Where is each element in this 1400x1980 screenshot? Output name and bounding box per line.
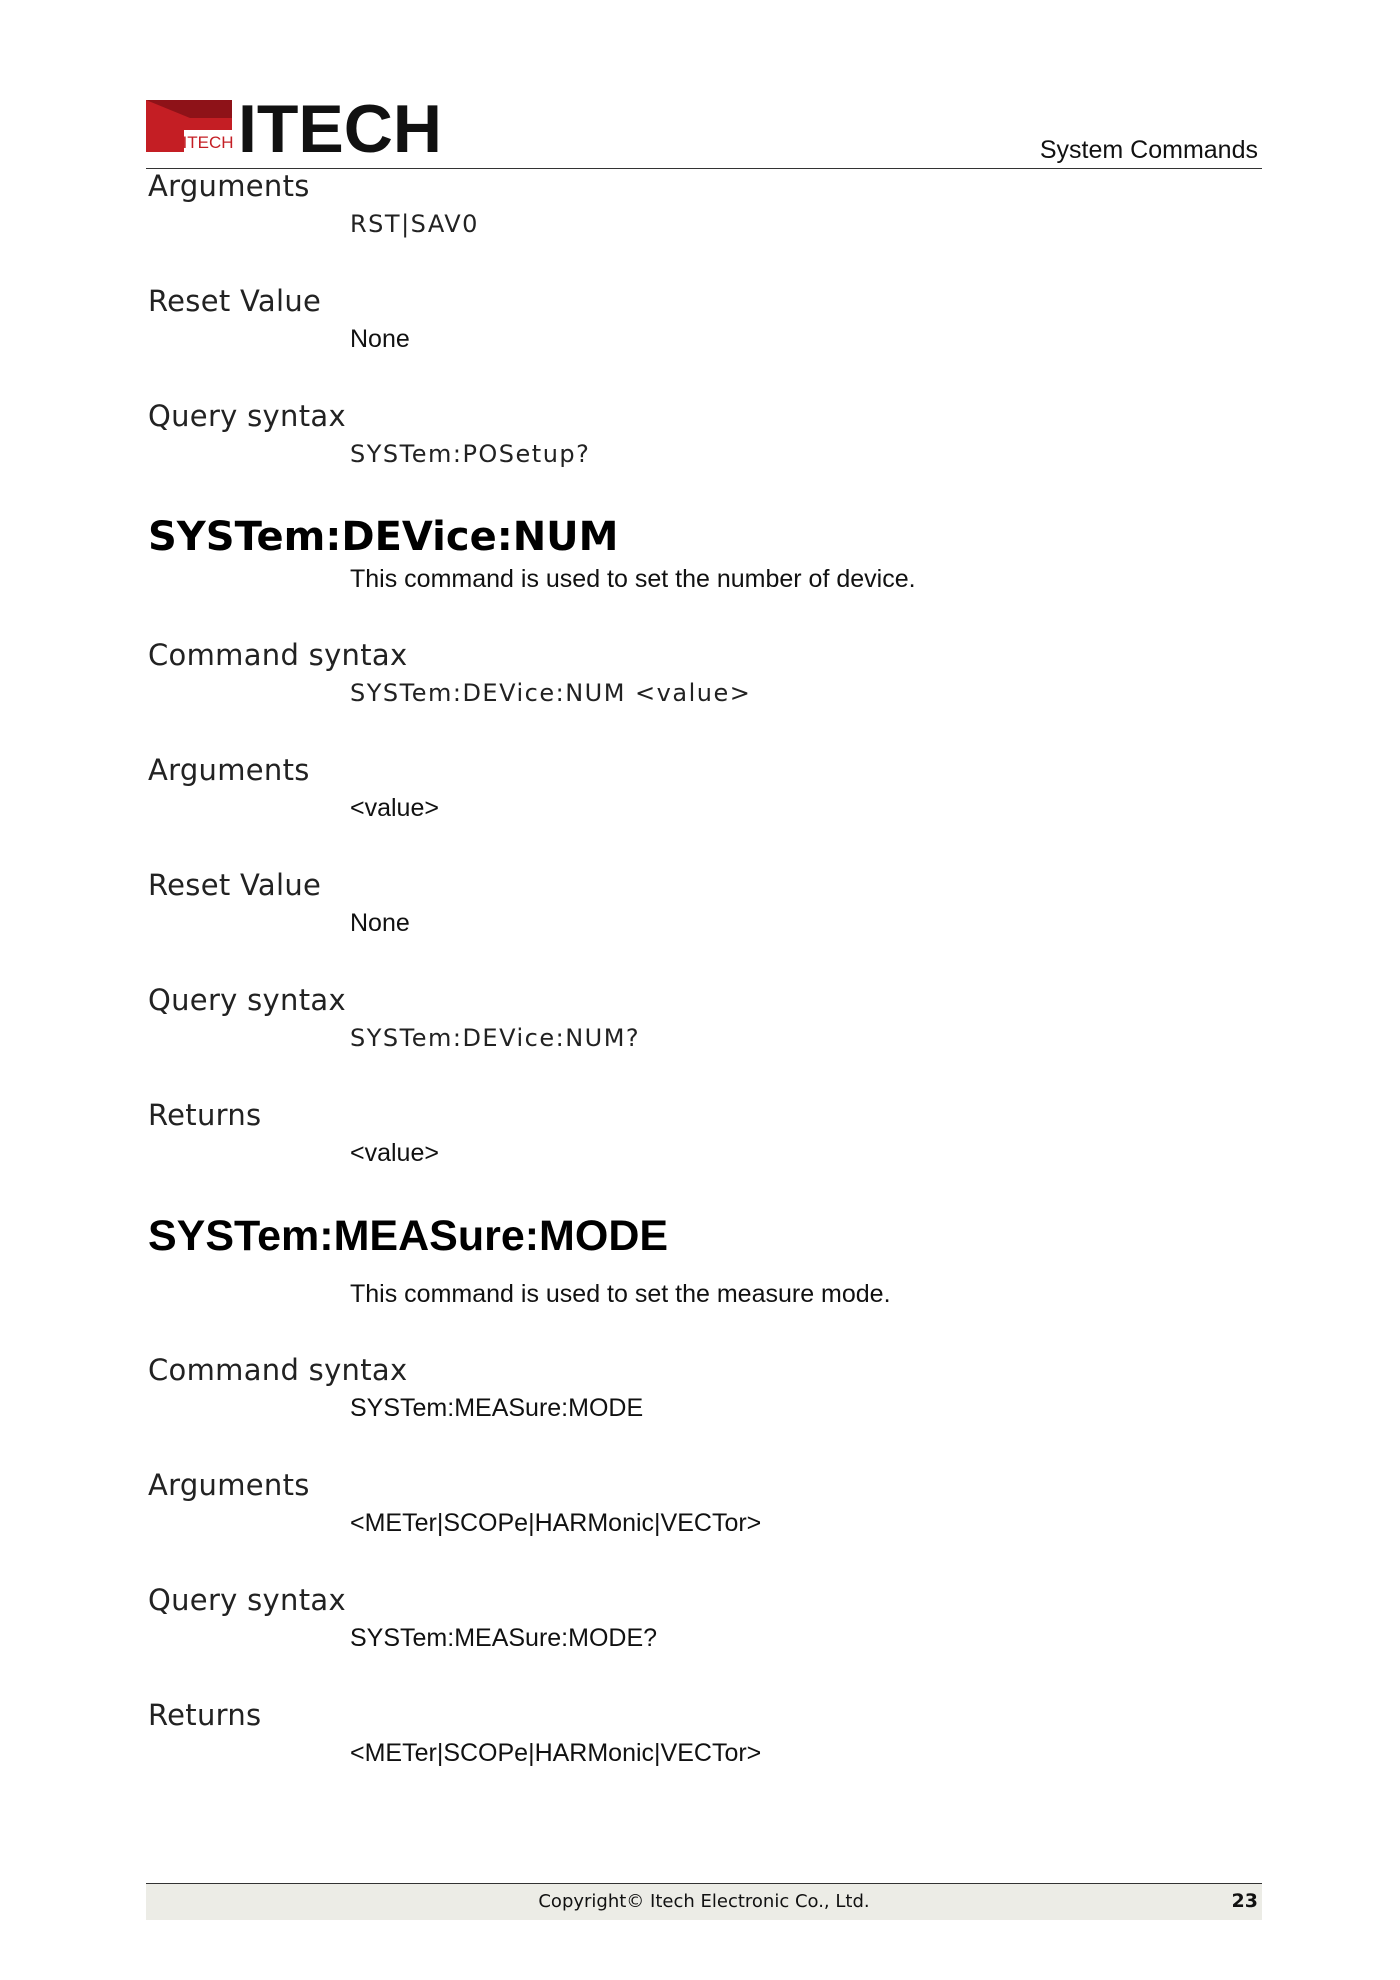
page-number: 23 (1231, 1890, 1258, 1912)
command-syntax-value: SYSTem:DEVice:NUM <value> (350, 679, 752, 707)
command-syntax-value: SYSTem:MEASure:MODE (350, 1394, 644, 1422)
section-title: System Commands (1039, 136, 1258, 164)
query-syntax-label: Query syntax (148, 983, 346, 1017)
copyright-text: Copyright© Itech Electronic Co., Ltd. (538, 1891, 870, 1912)
arguments-value: RST|SAV0 (350, 210, 479, 238)
arguments-value: <METer|SCOPe|HARMonic|VECTor> (350, 1509, 762, 1537)
query-syntax-label: Query syntax (148, 399, 346, 433)
page-footer (146, 1883, 1262, 1920)
command-syntax-label: Command syntax (148, 638, 408, 672)
query-syntax-value: SYSTem:MEASure:MODE? (350, 1624, 658, 1652)
query-syntax-value: SYSTem:DEVice:NUM? (350, 1024, 641, 1052)
svg-text:ITECH: ITECH (182, 133, 234, 152)
command-heading-device-num: SYSTem:DEVice:NUM (148, 514, 619, 560)
page-header (146, 96, 1262, 170)
command-syntax-label: Command syntax (148, 1353, 408, 1387)
returns-value: <METer|SCOPe|HARMonic|VECTor> (350, 1739, 762, 1767)
svg-text:ITECH: ITECH (238, 96, 442, 158)
returns-label: Returns (148, 1098, 262, 1132)
arguments-label: Arguments (148, 753, 310, 787)
command-description: This command is used to set the number of device. (350, 565, 916, 593)
itech-logo (146, 96, 466, 158)
page-content (148, 166, 1258, 1771)
returns-label: Returns (148, 1698, 262, 1732)
reset-value: None (350, 909, 410, 937)
query-syntax-value: SYSTem:POSetup? (350, 440, 591, 468)
query-syntax-label: Query syntax (148, 1583, 346, 1617)
returns-value: <value> (350, 1139, 439, 1167)
reset-value: None (350, 325, 410, 353)
reset-value-label: Reset Value (148, 868, 322, 902)
command-description: This command is used to set the measure mode. (350, 1280, 891, 1308)
command-heading-measure-mode: SYSTem:MEASure:MODE (148, 1212, 669, 1260)
reset-value-label: Reset Value (148, 284, 322, 318)
arguments-label: Arguments (148, 169, 310, 203)
arguments-value: <value> (350, 794, 439, 822)
arguments-label: Arguments (148, 1468, 310, 1502)
